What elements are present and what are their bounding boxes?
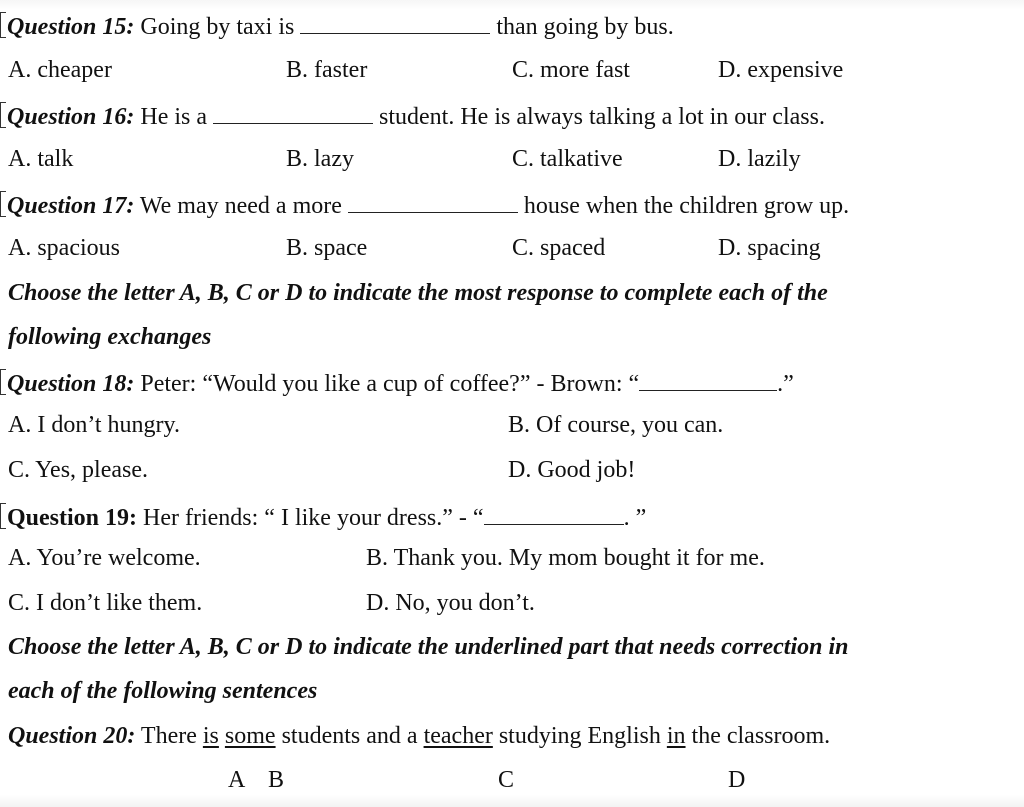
answer-blank — [213, 105, 373, 124]
question-label: Question 16: — [7, 104, 135, 130]
answer-blank — [484, 506, 624, 525]
question-label: Question 19: — [7, 505, 138, 531]
letter-b: B — [268, 767, 285, 793]
letter-d: D — [728, 767, 746, 793]
option-a: A. You’re welcome. — [8, 545, 201, 571]
answer-blank — [348, 194, 518, 213]
letter-a: A — [228, 767, 246, 793]
question-text: Going by taxi is — [134, 14, 301, 40]
option-c: C. more fast — [512, 57, 630, 83]
margin-bracket — [0, 191, 6, 217]
question-16 — [0, 102, 825, 129]
underlined-part-a: is — [202, 723, 219, 749]
sentence-text: There — [135, 723, 203, 749]
question-text: than going by bus. — [490, 14, 674, 40]
option-b: B. lazy — [286, 146, 354, 172]
sentence-text: the classroom. — [685, 723, 831, 749]
option-a: A. spacious — [8, 235, 120, 261]
question-15 — [0, 12, 674, 39]
option-d: D. lazily — [718, 146, 801, 172]
option-c: C. I don’t like them. — [8, 590, 203, 616]
section-instruction: each of the following sentences — [8, 678, 318, 704]
question-18 — [0, 369, 794, 396]
option-d: D. No, you don’t. — [366, 590, 535, 616]
underlined-part-d: in — [666, 723, 686, 749]
option-c: C. talkative — [512, 146, 623, 172]
question-text: . ” — [623, 505, 647, 531]
question-label: Question 15: — [7, 14, 135, 40]
section-instruction: Choose the letter A, B, C or D to indicate the underlined part that needs correction in — [8, 634, 849, 660]
option-a: A. I don’t hungry. — [8, 412, 180, 438]
option-b: B. Thank you. My mom bought it for me. — [366, 545, 765, 571]
section-instruction: Choose the letter A, B, C or D to indicate the most response to complete each of the — [8, 280, 828, 306]
margin-bracket — [0, 503, 6, 529]
option-c: C. Yes, please. — [8, 457, 149, 483]
sentence-text: studying English — [492, 723, 667, 749]
sentence-text: students and a — [275, 723, 424, 749]
option-d: D. spacing — [718, 235, 821, 261]
option-d: D. Good job! — [508, 457, 636, 483]
question-17 — [0, 191, 849, 218]
section-instruction: following exchanges — [8, 324, 212, 350]
margin-bracket — [0, 102, 6, 128]
option-b: B. Of course, you can. — [508, 412, 724, 438]
question-label: Question 18: — [7, 371, 135, 397]
question-text: .” — [777, 371, 794, 397]
margin-bracket — [0, 369, 6, 395]
answer-blank — [639, 372, 777, 391]
option-a: A. cheaper — [8, 57, 112, 83]
question-text: student. He is always talking a lot in our class. — [373, 104, 825, 130]
underlined-part-c: teacher — [423, 723, 493, 749]
question-text: Her friends: “ I like your dress.” - “ — [137, 505, 484, 531]
question-label: Question 17: — [7, 193, 135, 219]
question-20 — [8, 724, 830, 748]
option-c: C. spaced — [512, 235, 606, 261]
option-b: B. space — [286, 235, 368, 261]
option-a: A. talk — [8, 146, 74, 172]
question-text: Peter: “Would you like a cup of coffee?” - Brown: “ — [134, 371, 640, 397]
letter-c: C — [498, 767, 515, 793]
margin-bracket — [0, 12, 6, 38]
underlined-part-b: some — [224, 723, 276, 749]
answer-blank — [300, 15, 490, 34]
question-19 — [0, 503, 646, 530]
question-text: He is a — [134, 104, 214, 130]
question-label: Question 20: — [8, 723, 136, 749]
option-b: B. faster — [286, 57, 368, 83]
question-text: house when the children grow up. — [517, 193, 850, 219]
question-text: We may need a more — [134, 193, 348, 219]
option-d: D. expensive — [718, 57, 844, 83]
